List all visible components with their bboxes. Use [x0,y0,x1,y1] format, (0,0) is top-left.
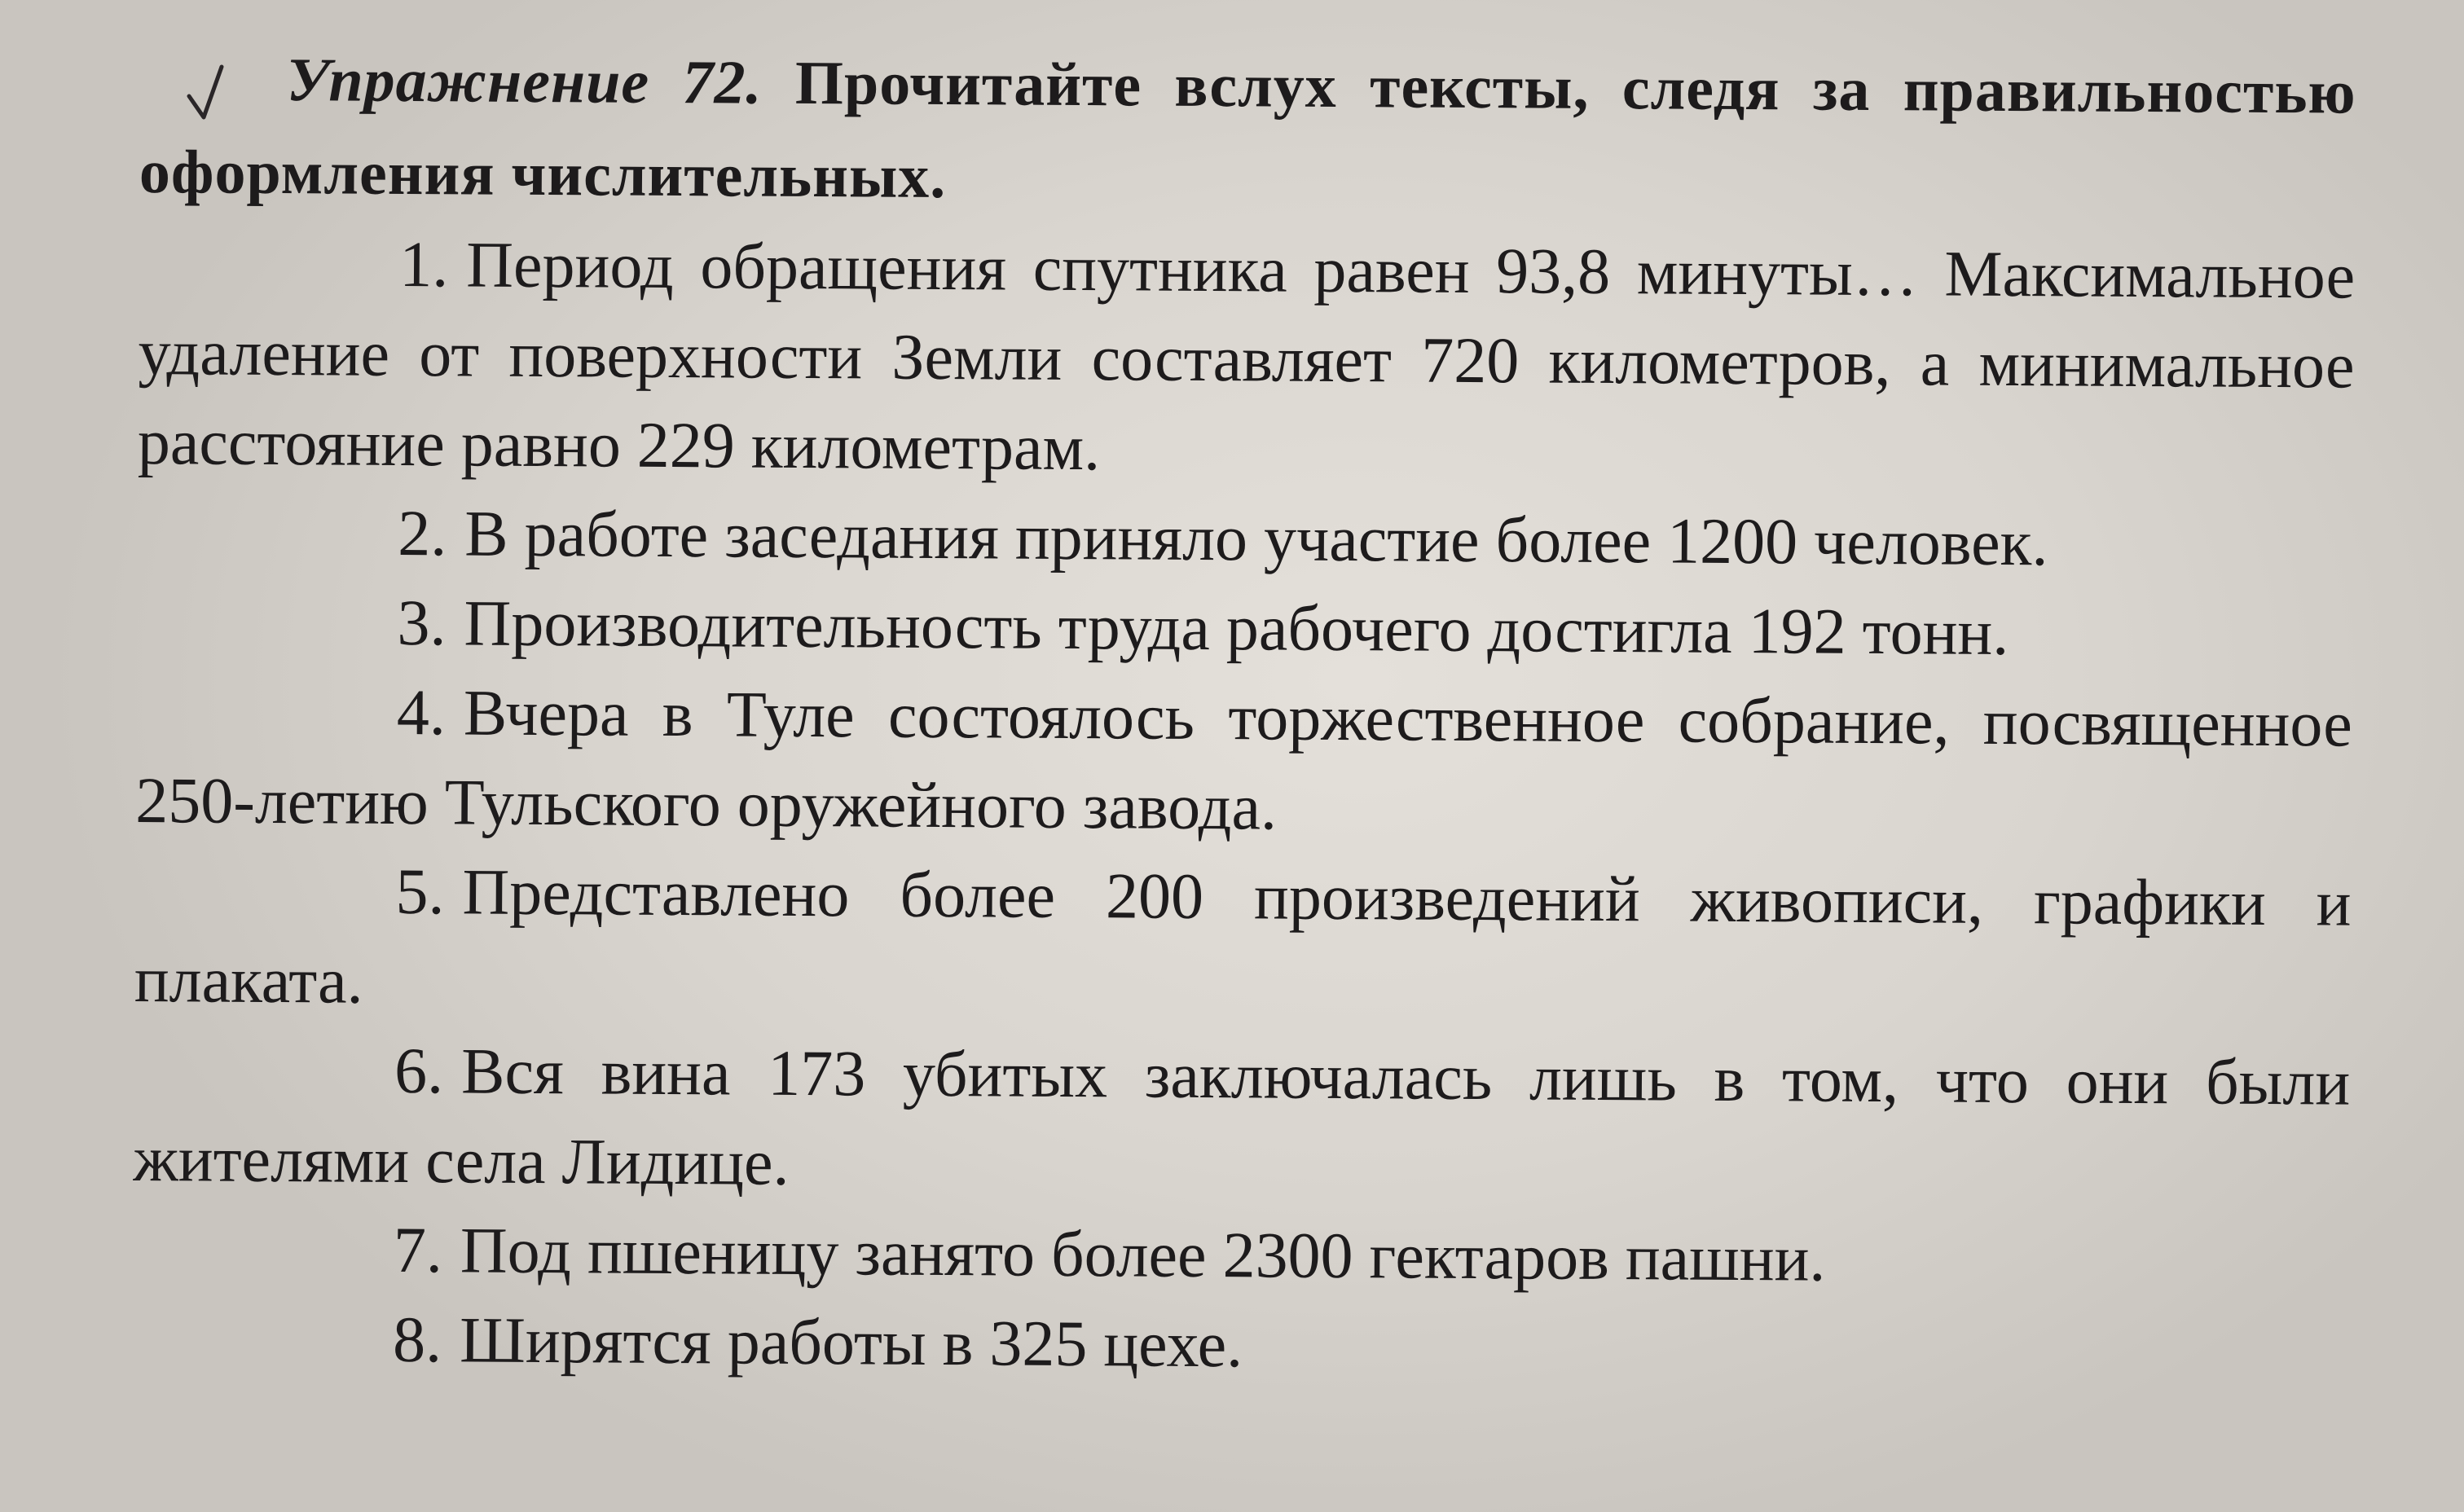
item-number: 5. [395,855,445,929]
exercise-label [286,46,762,117]
item-text: Производительность труда рабочего достигла 192 тонн. [464,587,2009,670]
item-text: Период обращения спутника равен 93,8 минуты… Максимальное удаление от поверхности Земли составляет 720 километров, а минимальное расстояние равно 229 километрам. [137,229,2356,485]
item-number: 8. [392,1303,442,1377]
list-item [136,577,2353,680]
item-number: 3. [397,587,447,660]
list-item [134,846,2352,1039]
item-number: 6. [394,1035,444,1108]
item-text: Под пшеницу занято более 2300 гектаров пашни. [460,1215,1826,1295]
item-number: 1. [398,228,449,301]
exercise-instruction: Прочитайте вслух тексты, следя за правильностью оформления числительных. [139,48,2356,212]
list-item [137,487,2354,591]
list-item [132,1294,2349,1397]
item-text: Ширятся работы в 325 цехе. [459,1304,1243,1382]
list-item [133,1204,2350,1308]
item-text: Вчера в Туле состоялось торжественное собрание, посвященное 250-летию Тульского оружейного завода. [134,677,2353,844]
item-number: 4. [396,676,447,749]
list-item [138,218,2356,501]
item-text: Представлено более 200 произведений живописи, графики и плаката. [134,856,2352,1018]
list-item [133,1025,2350,1218]
item-text: В работе заседания приняло участие более 1200 человек. [464,498,2048,580]
exercise-block [132,33,2356,1397]
exercise-heading [139,33,2356,232]
exercise-number: 72. [682,48,763,117]
list-item [135,666,2352,859]
item-number: 2. [397,497,447,570]
item-text: Вся вина 173 убитых заключалась лишь в том, что они были жителями села Лидице. [133,1035,2351,1199]
exercise-word: Упражнение [286,46,650,116]
item-number: 7. [393,1214,443,1287]
